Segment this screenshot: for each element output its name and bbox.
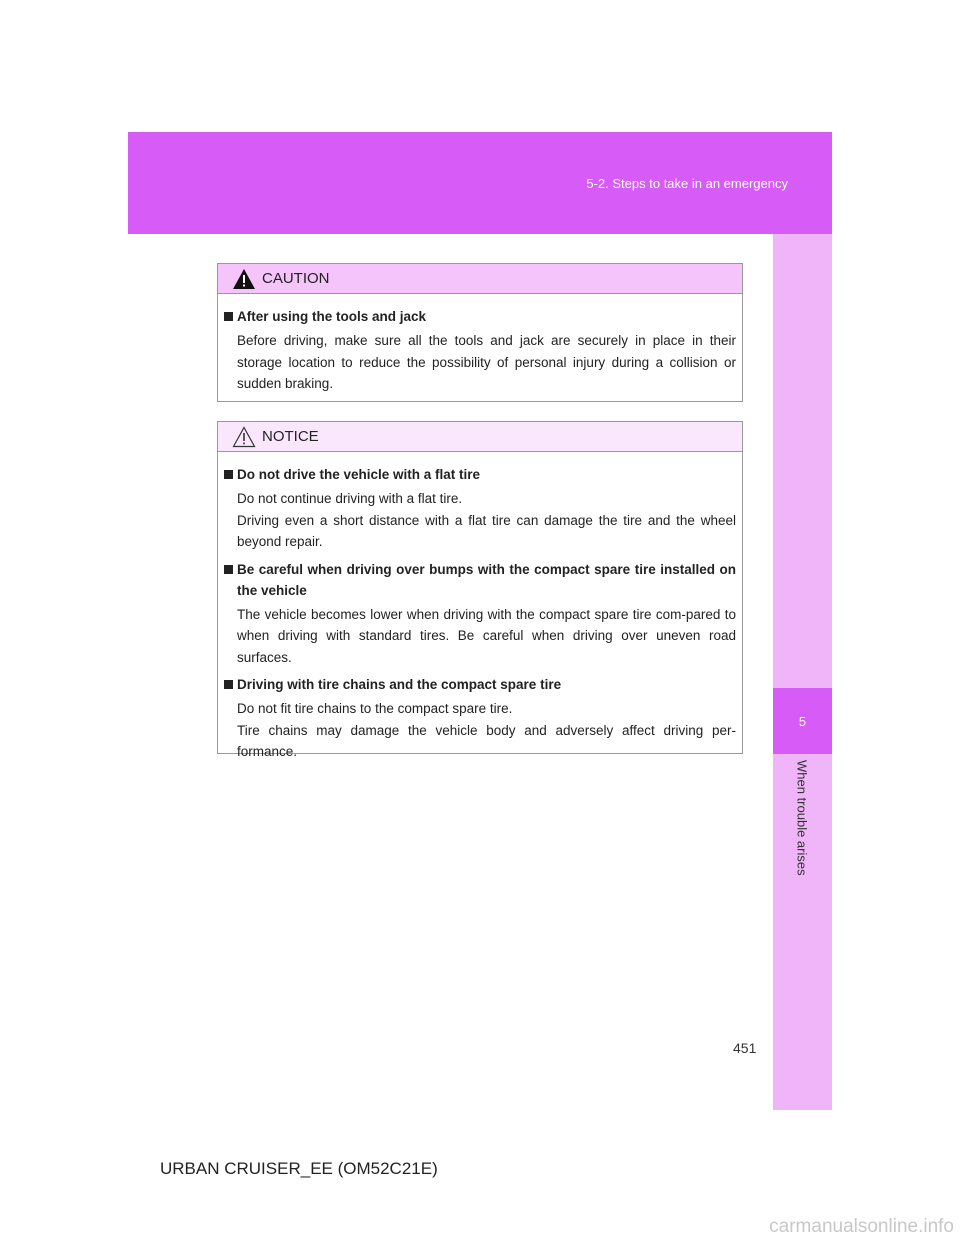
chapter-number-box (773, 688, 832, 754)
footer-model: URBAN CRUISER_EE (OM52C21E) (160, 1159, 438, 1178)
item-title (224, 306, 736, 327)
warning-filled-icon (232, 268, 256, 290)
item-paragraph: Do not fit tire chains to the compact spare tire. (237, 701, 513, 716)
item-paragraph: Do not continue driving with a flat tire. (237, 491, 463, 506)
item-title-text: Driving with tire chains and the compact spare tire (237, 677, 562, 692)
caution-label: CAUTION (262, 270, 330, 287)
item-paragraph: Before driving, make sure all the tools and jack are securely in place in their storage location to reduce the possibility of personal injury during a collision or sudden braking. (237, 333, 736, 391)
side-tab (773, 234, 832, 1110)
item-paragraph: Tire chains may damage the vehicle body and adversely affect driving per-formance. (237, 722, 736, 759)
square-bullet-icon (224, 565, 233, 574)
item-title-text: After using the tools and jack (237, 309, 427, 324)
item-text (224, 698, 736, 763)
section-title: 5-2. Steps to take in an emergency (586, 176, 788, 191)
item-title-text: Do not drive the vehicle with a flat tire (237, 467, 481, 482)
item-paragraph: The vehicle becomes lower when driving with the compact spare tire com-pared to when driving with standard tires. Be careful when driving over uneven road surfaces. (237, 606, 736, 665)
notice-header (218, 422, 742, 452)
square-bullet-icon (224, 680, 233, 689)
watermark: carmanualsonline.info (769, 1216, 954, 1237)
caution-header (218, 264, 742, 294)
item-title (224, 464, 736, 485)
notice-box (217, 421, 743, 759)
header-band (128, 132, 832, 234)
notice-body (218, 452, 742, 763)
chapter-number: 5 (798, 713, 807, 729)
page-number: 451 (733, 1040, 757, 1056)
item-title (224, 674, 736, 695)
item-title (224, 559, 736, 601)
caution-body (218, 294, 742, 395)
warning-outline-icon (232, 426, 256, 448)
square-bullet-icon (224, 312, 233, 321)
square-bullet-icon (224, 470, 233, 479)
notice-label: NOTICE (262, 428, 319, 445)
item-text (224, 488, 736, 553)
item-title-text: Be careful when driving over bumps with the compact spare tire installed on the vehicle (237, 561, 736, 598)
caution-box (217, 263, 743, 402)
item-paragraph: Driving even a short distance with a flat tire can damage the tire and the wheel beyond repair. (237, 512, 736, 549)
item-text (224, 604, 736, 669)
chapter-title: When trouble arises (794, 760, 810, 876)
item-text (224, 330, 736, 395)
